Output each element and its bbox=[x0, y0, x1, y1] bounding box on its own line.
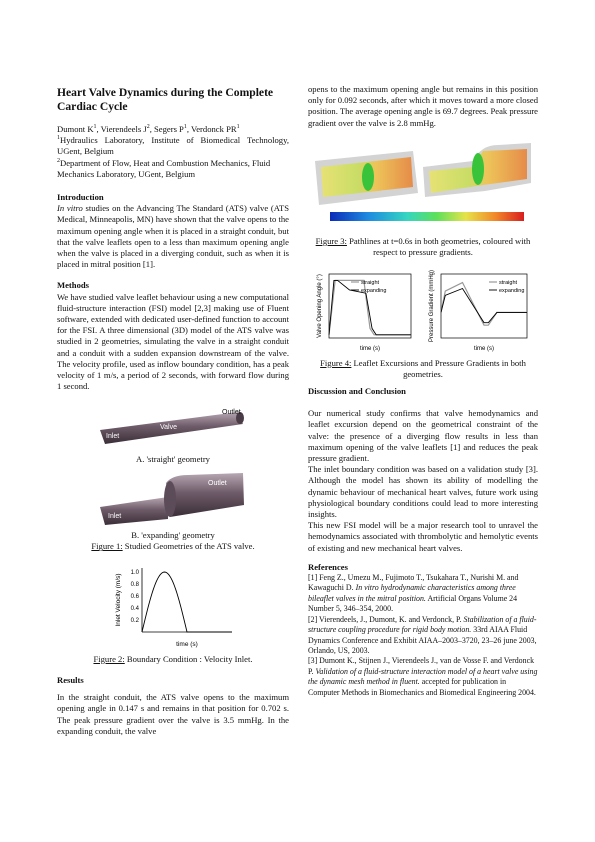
figure-1-caption: Figure 1: Studied Geometries of the ATS valve. bbox=[91, 541, 255, 552]
figure-3 bbox=[308, 139, 538, 259]
figure-2-caption: Figure 2: Boundary Condition : Velocity Inlet. bbox=[93, 653, 253, 664]
reference-list bbox=[308, 573, 538, 698]
figure-2 bbox=[57, 560, 289, 664]
reference-2: [2] Vierendeels, J., Dumont, K. and Verdonck, P. Stabilization of a fluid-structure coupling procedure for rigid body motion. 33rd AIAA Fluid Dynamics Conference and Exhibit AIAA–2003–3720, 23–26 june 2003, Orlando, US, 2003. bbox=[308, 614, 537, 655]
pressure-x-label: time (s) bbox=[474, 346, 494, 353]
inlet-label: Inlet bbox=[106, 433, 120, 441]
affiliation-2: $^2$Department of Flow, Heat and Combustion Mechanics, Fluid Mechanics Laboratory, UGent, Belgium bbox=[57, 157, 271, 179]
valve-label: Valve bbox=[160, 424, 177, 432]
left-column bbox=[57, 84, 289, 737]
introduction-heading: Introduction bbox=[57, 192, 104, 203]
discussion-heading: Discussion and Conclusion bbox=[308, 386, 406, 397]
pressure-legend-expanding: expanding bbox=[499, 288, 525, 295]
y-tick-label: 0.4 bbox=[130, 606, 139, 613]
discussion-p1: Our numerical study confirms that valve hemodynamics and leaflet excursion depend on the geometrical constraint of the valve: the presence of a diverging flow results in less than maximum opening of the valve leaflets [1] and reduces the peak pressure gradient. bbox=[308, 408, 538, 464]
inlet-label-b: Inlet bbox=[108, 512, 122, 520]
pressure-legend-straight: straight bbox=[499, 280, 518, 287]
angle-legend-expanding: expanding bbox=[361, 288, 387, 295]
figure-4-caption: Figure 4: Leaflet Excursions and Pressure Gradients in both geometries. bbox=[320, 357, 526, 379]
references-heading: References bbox=[308, 561, 348, 572]
angle-y-label: Valve Opening Angle (°) bbox=[317, 274, 323, 339]
results-text-continued: opens to the maximum opening angle but remains in this position only for 0.092 seconds, after which it moves toward a more closed position. The average opening angle is 69.7 degrees. Peak pressure gradient over the valve is 2.8 mmHg. bbox=[308, 84, 538, 128]
angle-x-label: time (s) bbox=[360, 346, 380, 353]
velocity-inlet-chart bbox=[108, 560, 238, 650]
color-scale bbox=[330, 212, 524, 221]
figure-4 bbox=[308, 270, 538, 380]
leaflet-pressure-chart bbox=[311, 270, 535, 354]
right-column bbox=[308, 84, 538, 698]
y-axis-label: Inlet Velocity (m/s) bbox=[115, 573, 122, 628]
methods-heading: Methods bbox=[57, 280, 89, 291]
affiliation-1: $^1$Hydraulics Laboratory, Institute of Biomedical Technology, UGent, Belgium bbox=[57, 135, 289, 157]
y-tick-label: 1.0 bbox=[130, 570, 139, 577]
y-tick-label: 0.6 bbox=[130, 594, 139, 601]
pathlines-image bbox=[313, 139, 533, 233]
paper-title: Heart Valve Dynamics during the Complete Cardiac Cycle bbox=[57, 86, 274, 113]
angle-legend-straight: straight bbox=[361, 280, 380, 287]
results-heading: Results bbox=[57, 674, 84, 685]
figure-1 bbox=[57, 402, 289, 552]
introduction-text: In vitro studies on the Advancing The Standard (ATS) valve (ATS Medical, Minneapolis, MN) have shown that the valve opens to the maximum opening angle when it is placed in a straight conduit, but that the valve leaflets open to a less than maximum opening angle when the valve is placed in a diverging conduit, such as when it is placed in mitral position [1]. bbox=[57, 203, 290, 270]
outlet-label-b: Outlet bbox=[208, 479, 227, 487]
methods-text: We have studied valve leaflet behaviour using a new computational fluid-structure interaction (FSI) model [2,3] making use of Fluent software, extended with dedicated user-defined function to account for the FSI. A three dimensional (3D) model of the ATS valve was studied in 2 geometries, simulating the valve in a straight conduit and a conduit with a sudden expansion downstream of the valve. The velocity profile, used as inflow boundary condition, has a peak velocity of 1 m/s, a period of 2 seconds, with forward flow during 1 second. bbox=[57, 291, 289, 392]
discussion-p3: This new FSI model will be a major research tool to unravel the hemodynamics associated with thrombolytic and hemolytic events of existing and new mechanical heart valves. bbox=[308, 520, 538, 553]
reference-3: [3] Dumont K., Stijnen J., Vierendeels J., van de Vosse F. and Verdonck P. Validation of a fluid-structure interaction model of a heart valve using the dynamic mesh method in fluent. accepted for publication in Computer Methods in Biomechanics and Biomedical Engineering 2004. bbox=[308, 656, 538, 697]
y-tick-label: 0.2 bbox=[130, 618, 139, 625]
figure-1b-label: B. 'expanding' geometry bbox=[131, 530, 215, 541]
outlet-label: Outlet bbox=[222, 409, 241, 417]
expanding-geometry-image bbox=[98, 469, 248, 527]
results-text: In the straight conduit, the ATS valve opens to the maximum opening angle in 0.147 s and remains in that position for 0.702 s. The peak pressure gradient over the valve is 3.5 mmHg. In the expanding conduit, the valve bbox=[57, 692, 289, 736]
author-list: Dumont $K^1$, Vierendeels $J^2$, Segers $P^1$, Verdonck $PR^1$ bbox=[57, 124, 240, 134]
reference-1: [1] Feng Z., Umezu M., Fujimoto T., Tsukahara T., Nurishi M. and Kawaguchi D. In vitro hydrodynamic characteristics among three bileaflet valves in the mitral position. Artificial Organs Volume 24 Number 5, 346–354, 2000. bbox=[308, 573, 519, 614]
pressure-y-label: Pressure Gradient (mmHg) bbox=[429, 270, 435, 343]
discussion-p2: The inlet boundary condition was based on a validation study [3]. Although the model has shown its ability of modelling the dynamic behaviour of mechanical heart valves, future work using physiological boundary conditions could lead to more interesting insights. bbox=[308, 464, 538, 520]
figure-3-caption: Figure 3: Pathlines at t=0.6s in both geometries, coloured with respect to pressure gradients. bbox=[315, 236, 531, 258]
straight-geometry-image bbox=[98, 402, 248, 450]
y-tick-label: 0.8 bbox=[130, 582, 139, 589]
velocity-series bbox=[142, 572, 232, 632]
x-axis-label: time (s) bbox=[176, 641, 198, 649]
figure-1a-label: A. 'straight' geometry bbox=[136, 453, 210, 464]
